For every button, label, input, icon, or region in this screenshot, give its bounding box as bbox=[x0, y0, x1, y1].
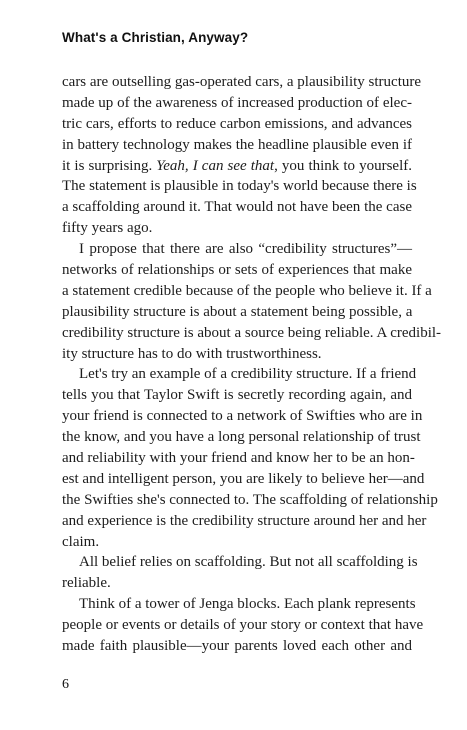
text-line: I propose that there are also “credibility structures”— bbox=[79, 241, 412, 258]
text-line: plausibility structure is about a statement being possible, a bbox=[62, 303, 413, 320]
text-line-mixed bbox=[62, 156, 412, 177]
text-line: tric cars, efforts to reduce carbon emissions, and advances bbox=[62, 115, 412, 132]
text-line: and experience is the credibility structure around her and her bbox=[62, 512, 427, 529]
body-text bbox=[62, 72, 442, 657]
text-line: fifty years ago. bbox=[62, 220, 153, 237]
paragraph-4 bbox=[62, 552, 418, 594]
text-line: reliable. bbox=[62, 575, 111, 592]
text-line: ity structure has to do with trustworthiness. bbox=[62, 345, 322, 362]
text-segment: , you think to yourself. bbox=[274, 157, 413, 174]
text-line: est and intelligent person, you are likely to believe her—and bbox=[62, 470, 425, 487]
text-line: made faith plausible—your parents loved each other and bbox=[62, 638, 412, 655]
paragraph-2 bbox=[62, 239, 442, 364]
paragraph-1 bbox=[62, 72, 422, 239]
running-head: What's a Christian, Anyway? bbox=[62, 30, 249, 45]
text-segment: it is surprising. bbox=[62, 157, 157, 174]
paragraph-3 bbox=[62, 364, 438, 552]
text-line: your friend is connected to a network of Swifties who are in bbox=[62, 408, 423, 425]
text-line: cars are outselling gas-operated cars, a plausibility structure bbox=[62, 74, 422, 90]
text-line: people or events or details of your story or context that have bbox=[62, 617, 424, 634]
text-line: in battery technology makes the headline plausible even if bbox=[62, 136, 412, 153]
text-line: tells you that Taylor Swift is secretly recording again, and bbox=[62, 387, 412, 404]
text-line: All belief relies on scaffolding. But not all scaffolding is bbox=[79, 554, 418, 571]
text-line: the Swifties she's connected to. The scaffolding of relationship bbox=[62, 491, 438, 508]
text-line: Think of a tower of Jenga blocks. Each plank represents bbox=[79, 596, 416, 613]
text-line: Let's try an example of a credibility structure. If a friend bbox=[79, 366, 417, 383]
text-line: made up of the awareness of increased production of elec- bbox=[62, 94, 412, 111]
text-line: a scaffolding around it. That would not have been the case bbox=[62, 199, 412, 216]
page-number: 6 bbox=[62, 677, 69, 692]
text-line: the know, and you have a long personal relationship of trust bbox=[62, 429, 421, 446]
text-line: and reliability with your friend and know her to be an hon- bbox=[62, 450, 415, 467]
italic-phrase: Yeah, I can see that bbox=[156, 157, 275, 174]
text-line: claim. bbox=[62, 533, 100, 550]
text-line: credibility structure is about a source being reliable. A credibil- bbox=[62, 324, 442, 341]
text-line: The statement is plausible in today's world because there is bbox=[62, 178, 417, 195]
text-line: a statement credible because of the people who believe it. If a bbox=[62, 282, 432, 299]
paragraph-5 bbox=[62, 594, 424, 657]
text-line: networks of relationships or sets of experiences that make bbox=[62, 262, 412, 279]
